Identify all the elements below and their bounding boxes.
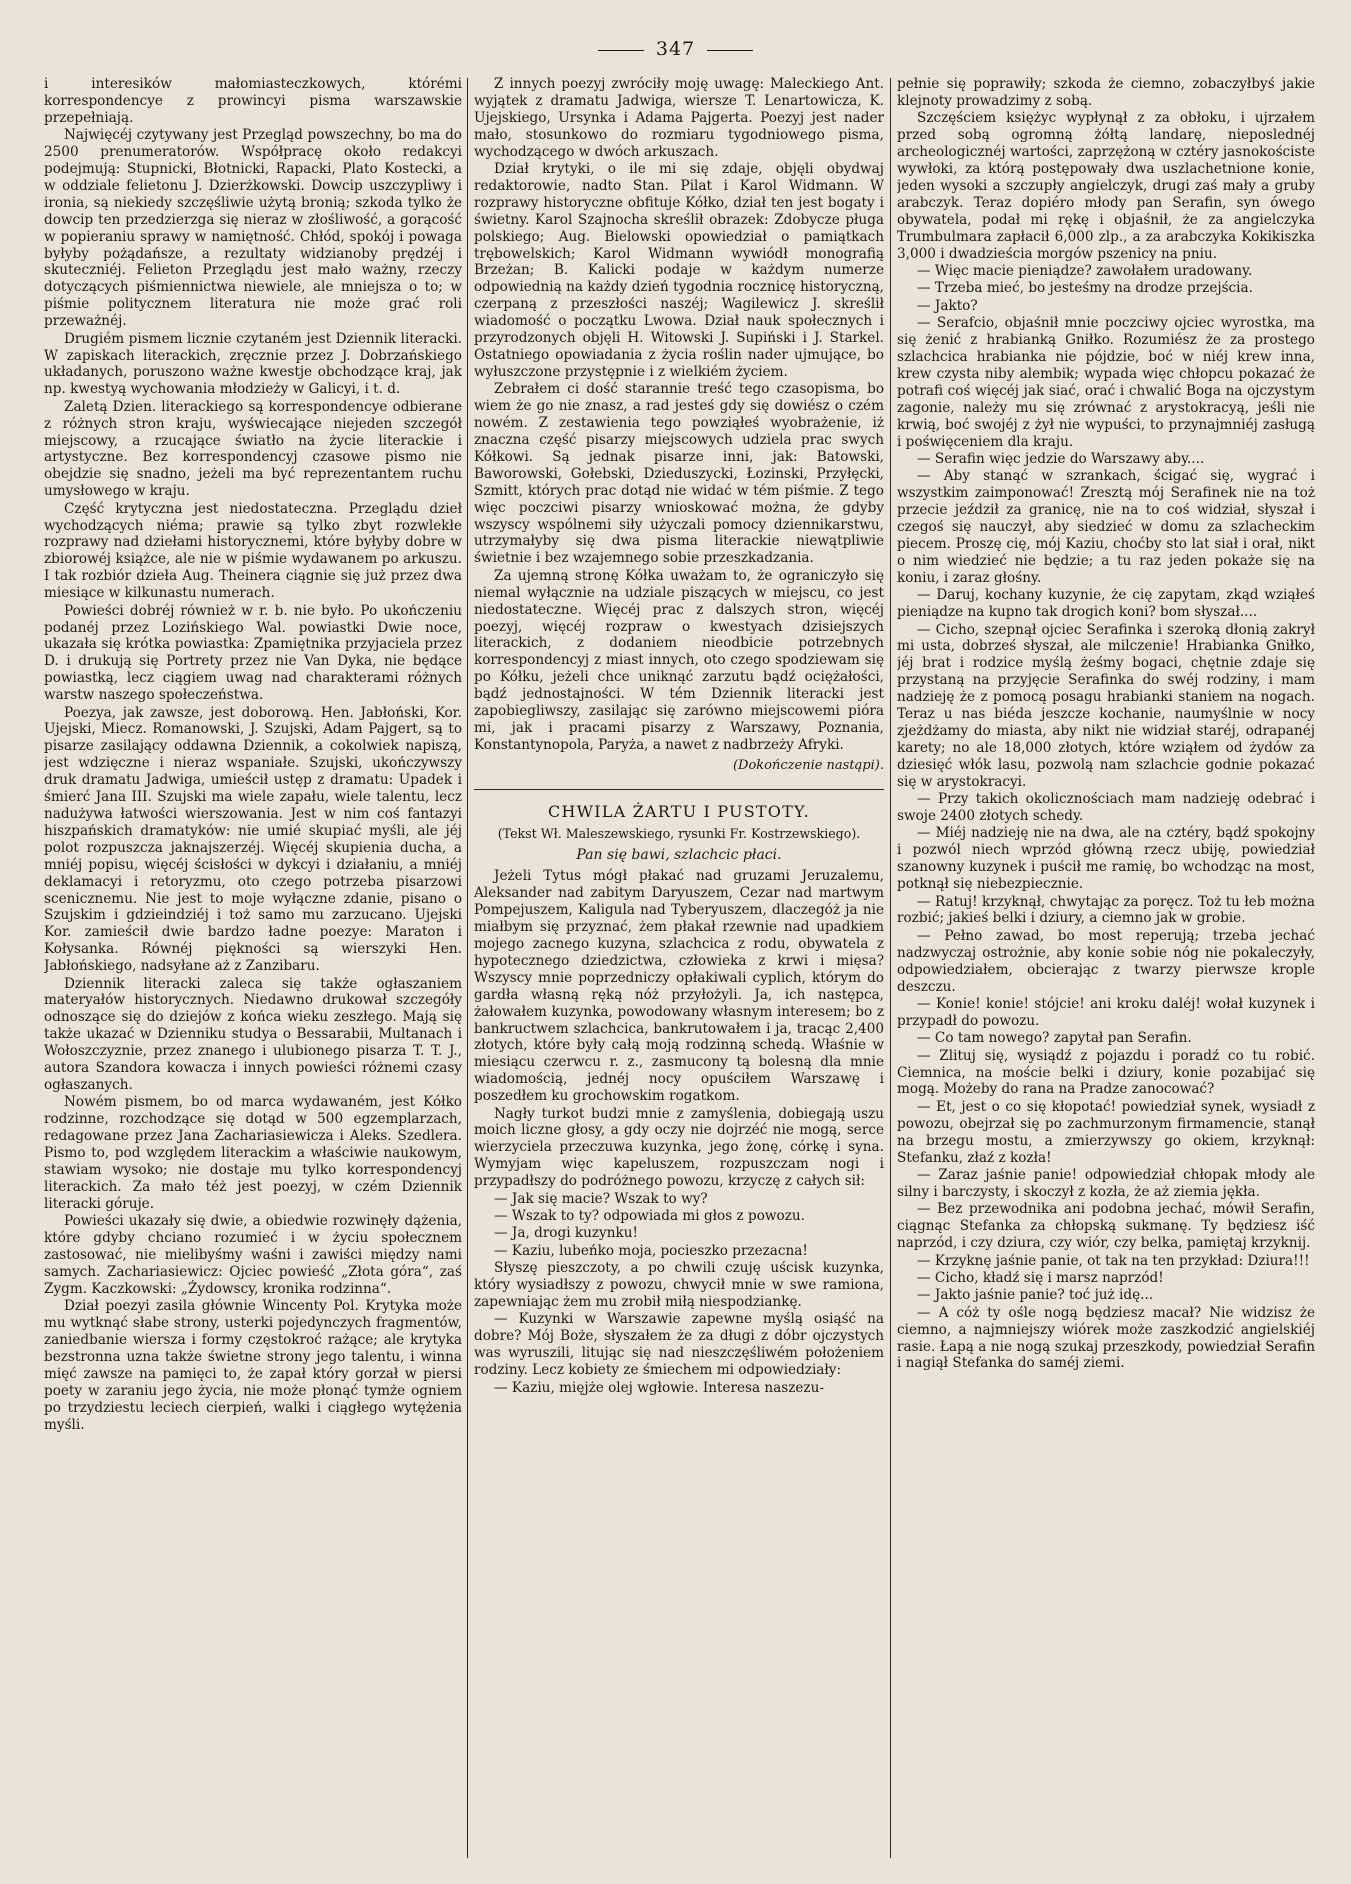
paragraph: Jeżeli Tytus mógł płakać nad gruzami Jeruzalemu, Aleksander nad zabitym Daryuszem, Cezar nad martwym Pompejuszem, Kaligula nad Tyberyuszem, dlaczegóż ja nie miałbym się przyznać, żem płakał rzewnie nad upadkiem mojego zacnego kuzyna, szlachcica z rodu, obywatela z hypotecznego dziedzictwa, człowieka z krwi i mięsa? Wszyscy mnie poprzedniczy opłakiwali cyplich, którym do gardła własną ręką nóż przyłożyli. Ja, ich następca, żałowałem kuzynka, powodowany własnym interesem; bo z bankructwem szlachcica, bankrutowałem i ja, tracąc 2,400 złotych, które były całą moją rodzinną schedą. Właśnie w miesiącu czerwcu r. z., zasmucony tą bolesną dla mnie wiadomością, jednéj nocy opuściłem Warszawę i poszedłem ku grochowskim rogatkom. [474,868,884,1105]
paragraph: — Co tam nowego? zapytał pan Serafin. [917,1030,1192,1047]
paragraph: — Jak się macie? Wszak to wy? [494,1190,708,1207]
paragraph: Nagły turkot budzi mnie z zamyślenia, dobiegają uszu moich liczne głosy, a gdy oczy nie dojrzéć nie mogą, serce wierzyciela przeczuwa kuzynka, jego żonę, córkę i syna. Wymyjam więc kapeluszem, rozpuszczam nogi i przypadłszy do podróżnego powozu, krzyczę z całych sił: [474,1105,884,1190]
paragraph: — Kaziu, lubeńko moja, pocieszko przezacna! [494,1242,808,1259]
paragraph: Dział krytyki, o ile mi się zdaje, objęli obydwaj redaktorowie, nadto Stan. Pilat i Karol Widmann. W rozprawy historyczne obfituje Kółko, dział ten jest bogaty i świetny. Karol Szajnocha skreślił obrazek: Zdobycze pługa polskiego; Aug. Bielowski opowiedział o pamiątkach trębowelskich; Karol Widmann wywiódł monografią Brzeżan; B. Kalicki podaje w każdym numerze odpowiednią na każdy dzień tygodnia rocznicę historyczną, czerpaną z przeszłości naszéj; Wagilewicz J. skreślił wiadomość o początku Lwowa. Dział nauk społecznych i przyrodzonych objęli H. Witowski J. Supiński i J. Starkel. Ostatniego opowiadania z życia roślin nader ujmujące, bo wyłuszczone przystępnie i z wielkiém życiem. [474,161,884,380]
paragraph: Dział poezyi zasila głównie Wincenty Pol. Krytyka może mu wytknąć słabe strony, usterki pojedynczych fragmentów, zaniedbanie wiersza i formy częstokroć rażące; ale krytyka bezstronna uzna także świetne strony jego talentu, i winna mięć zawsze na pamięci to, że zapał który gorzał w piersi poety w zaraniu jego życia, nie może płonąć tymże ogniem po trzydziestu leciech cierpień, walki i ciągłego wytężenia myśli. [44,1298,462,1433]
column-1 [44,76,462,1862]
paragraph: Powieści ukazały się dwie, a obiedwie rozwinęły dążenia, które gdyby chciano rozumieć i w życiu społecznem zastosować, nie mielibyśmy waśni i zawiści między nami samych. Zachariasiewicz: Ojciec powieść „Złota góra“, zaś Zygm. Kaczkowski: „Żydowscy, kronika rodzinna“. [44,1213,462,1297]
paragraph: Poezya, jak zawsze, jest doborową. Hen. Jabłoński, Kor. Ujejski, Miecz. Romanowski, J. Szujski, Adam Pajgert, są to pisarze zasilający oddawna Dziennik, a cokolwiek napiszą, jest wdzięczne i nieraz wspaniałe. Szujski, ukończywszy druk dramatu Jadwiga, umieścił ustęp z dramatu: Upadek i śmierć Jana III. Szujski ma wiele zapału, wiele talentu, lecz nadużywa łatwości wierszowania. Jest w nim coś fantazyi hiszpańskich dramatyków: nie umié skupiać myśli, ale jéj polot rozpuszcza jaknajszerzéj. Więcéj skupienia ducha, a mniéj popisu, więcéj ścisłości w dykcyi i działaniu, a mniéj deklamacyi i retoryzmu, oto czego potrzeba pisarzowi scenicznemu. Nie jest to moje wyłączne zdanie, pisano o Szujskim i gdzieindziéj i toż samo mu zarzucano. Ujejski Kor. zamieścił dwie bardzo ładne poezye: Maraton i Kołysanka. Równéj piękności są wierszyki Hen. Jabłońskiego, nadsyłane aż z Zanzibaru. [44,704,462,975]
column-3 [897,76,1315,1862]
paragraph: — Przy takich okolicznościach mam nadzieję odebrać i swoje 2400 złotych schedy. [897,791,1315,824]
paragraph: Część krytyczna jest niedostateczna. Przeglądu dzieł wychodzących niéma; prawie są tylko zbyt rozwlekłe rozprawy nad dziełami historycznemi, które byłyby dobre w zbiorowéj książce, ale nie w piśmie wydawanem po arkuszu. I tak rozbiór dzieła Aug. Theinera ciągnie się już przez dwa miesiące w kilkunastu numerach. [44,500,462,602]
paragraph: Zaletą Dzien. literackiego są korrespondencye odbierane z różnych stron kraju, wyświecające niejeden szczegół miejscowy, a rzucające światło na życie literackie i artystyczne. Bez korrespondencyj czasowe pismo nie obejdzie się snadno, jeżeli ma być reprezentantem ruchu umysłowego w kraju. [44,398,462,500]
paragraph: Nowém pismem, bo od marca wydawaném, jest Kółko rodzinne, rozchodzące się dotąd w 500 egzemplarzach, redagowane przez Jana Zachariasiewicza i Aleks. Szedlera. Pismo to, pod względem literackim a właściwie naukowym, stawiam wysoko; nie dostaje mu tylko korrespondencyj literackich. Za mało téż jest poezyj, w czém Dziennik literacki góruje. [44,1094,462,1212]
paragraph: — Kuzynki w Warszawie zapewne myślą osiąść na dobre? Mój Boże, słyszałem że za długi z dóbr ojczystych was wyruszili, litując się nad nieszczęśliwém położeniem rodziny. Lecz kobiety ze śmiechem mi odpowiedziały: [474,1311,884,1379]
paragraph: — Jakto? [917,297,978,314]
column-2 [474,76,884,1862]
paragraph: — Więc macie pieniądze? zawołałem uradowany. [917,262,1253,279]
paragraph: — Pełno zawad, bo most reperują; trzeba jechać nadzwyczaj ostrożnie, aby konie sobie nóg nie pokaleczyły, odpowiedziałem, obcierając z twarzy pierwsze krople deszczu. [897,927,1315,995]
paragraph: — Miéj nadzieję nie na dwa, ale na cztéry, bądź spokojny i pozwól niech wprzód główną rzecz ubiję, powiedział szanowny kuzynek i puścił me ramię, bo wchodząc na most, potknął się niebezpiecznie. [897,825,1315,893]
paragraph: — Ratuj! krzyknął, chwytając za poręcz. Toż tu łeb można rozbić; jakieś belki i dziury, a ciemno jak w grobie. [897,893,1315,927]
paragraph: — Cicho, kładź się i marsz naprzód! [917,1269,1164,1286]
paragraph: — Bez przewodnika ani podobna jechać, mówił Serafin, ciągnąc Stefanka za chłopską sukmanę. Ty będziesz iść naprzód, i czy dziura, czy wiór, czy belka, pamiętaj krzyknij. [897,1201,1315,1252]
column-rule-2 [890,78,891,1858]
column-rule-1 [467,78,468,1858]
paragraph: — Trzeba mieć, bo jesteśmy na drodze przejścia. [917,280,1253,297]
paragraph: Słyszę pieszczoty, a po chwili czuję uścisk kuzynka, który wysiadłszy z powozu, chwycił mnie w swe ramiona, zapewniając żem mu zrobił miłą niespodziankę. [474,1260,884,1311]
paragraph: Z innych poezyj zwróciły moję uwagę: Maleckiego Ant. wyjątek z dramatu Jadwiga, wiersze T. Lenartowicza, K. Ujejskiego, Ursynka i Adama Pajgerta. Poezyj jest nader mało, stosunkowo do rozmiaru tygodniowego pisma, wychodzącego w dwóch arkuszach. [474,76,884,160]
humor-credits: (Tekst Wł. Maleszewskiego, rysunki Fr. Kostrzewskiego). [497,825,861,841]
paragraph: Dziennik literacki zaleca się także ogłaszaniem materyałów historycznych. Niedawno drukował szczegóły odnoszące się do dziejów z końca wieku zeszłego. Mają się także ukazać w Dzienniku studya o Bessarabii, Multanach i Wołoszczyznie, przez znanego i ulubionego pisarza T. T. J., autora Szandora kowacza i innych powieści różnemi czasy ogłaszanych. [44,975,462,1093]
paragraph: Powieści dobréj również w r. b. nie było. Po ukończeniu podanéj przez Lozińskiego Wal. powiastki Dwie noce, ukazała się krótka powiastka: Zpamiętnika przyjaciela przez D. i drukują się Portrety przez nie Van Dyka, nie będące powiastką, lecz ciągiem uwag nad charakterami różnych warstw naszego społeczeństwa. [44,602,462,704]
paragraph: — Krzyknę jaśnie panie, ot tak na ten przykład: Dziura!!! [917,1252,1310,1269]
paragraph: — Jakto jaśnie panie? toć już idę... [917,1287,1154,1304]
paragraph: — Daruj, kochany kuzynie, że cię zapytam, zkąd wziąłeś pieniądze na kupno tak drogich koni? bom słyszał.... [897,587,1315,621]
paragraph: — Serafcio, objaśnił mnie poczciwy ojciec wyrostka, ma się żenić z hrabianką Gniłko. Rozumiész że za prostego szlachcica hrabianka nie pójdzie, boć w niéj krew inna, krew czysta niby alembik; wypada więc chłopcu pokazać że potrafi coś więcéj jak siać, orać i chwalić Boga na ojczystym zagonie, należy mu się zrównać z arystokracyą, jeśli nie krwią, boć swojéj z żył nie wypuści, to przynajmniéj zasługą i poświęceniem dla kraju. [897,315,1315,450]
paragraph: — Aby stanąć w szrankach, ścigać się, wygrać i wszystkim zaimponować! Zresztą mój Serafinek nie na toż przecie jeździł za granicę, nie na to coś widział, słyszał i czegoś się nauczył, aby siedzieć w domu za szlacheckim piecem. Proszę cię, mój Kaziu, choćby sto lat siał i orał, nikt o nim wiedzieć nie będzie; a tu raz jeden pokaże się na koniu, i zaraz głośny. [897,468,1315,586]
paragraph: — Ja, drogi kuzynku! [494,1225,638,1242]
page-number: 347 [0,38,1351,60]
paragraph: Za ujemną stronę Kółka uważam to, że ograniczyło się niemal wyłącznie na udziale piszących w miejscu, co jest niedostateczne. Więcéj prac z dalszych stron, więcéj poezyj, więcéj rozpraw o kwestyach dzisiejszych literackich, z dodaniem nieodbicie potrzebnych korrespondencyj z miast innych, oto czego spodziewam się po Kółku, jeżeli chce uniknąć zarzutu bądź ociężałości, bądź jednostajności. W tém Dziennik literacki jest zapobiegliwszy, zasilając się zarówno miejscowemi pióra mi, jak i pracami pisarzy z Warszawy, Poznania, Konstantynopola, Paryża, a nawet z nadbrzeży Afryki. [474,567,884,753]
paragraph: — Cicho, szepnął ojciec Serafinka i szeroką dłonią zakrył mi usta, dobrześ słyszał, ale milczenie! Hrabianka Gniłko, jéj brat i rodzice myślą żeśmy bogaci, chętnie zdaje się przystaną na przyjęcie Serafinka do swéj rodziny, i mam nadzieję że z pomocą posagu hrabianki staniem na nogach. Teraz u nas biéda jeszcze kochanie, naumyślnie w nocy zjeżdżamy do miasta, aby nikt nie widział staréj, odrapanéj karety; no ale 18,000 złotych, które wziąłem od żydów za dziesięć włók lasu, pozwolą nam szlachcie godnie pokazać się w arystokracyi. [897,621,1315,790]
paragraph: — A cóż ty ośle nogą będziesz macał? Nie widzisz że ciemno, a najmniejszy wiórek może zaszkodzić angielskiéj rasie. Łapą a nie nogą szukaj przeszkody, powiedział Serafin i nagiął Stefanka do saméj ziemi. [897,1304,1315,1372]
paragraph: — Zlituj się, wysiądź z pojazdu i poradź co tu robić. Ciemnica, na moście belki i dziury, konie pozabijać się mogą. Możeby do rana na Pradze zanocować? [897,1047,1315,1098]
paragraph: — Serafin więc jedzie do Warszawy aby.... [917,450,1205,467]
humor-title: CHWILA ŻARTU I PUSTOTY. [548,801,810,821]
section-divider [474,789,884,790]
paragraph: — Et, jest o co się kłopotać! powiedział synek, wysiadł z powozu, obejrzał się po zachmurzonym firmamencie, stanął na brzegu mostu, a zmierzywszy go okiem, krzyknął: Stefanku, złaź z kozła! [897,1098,1315,1166]
humor-section-title: Pan się bawi, szlachcic płaci. [576,847,782,864]
paragraph: — Wszak to ty? odpowiada mi głos z powozu. [494,1208,805,1224]
paragraph: — Kaziu, mięjże olej wgłowie. Interesa naszezu- [494,1379,824,1396]
paragraph: — Konie! konie! stójcie! ani kroku daléj! wołał kuzynek i przypadł do powozu. [897,995,1315,1029]
paragraph: i interesików małomiasteczkowych, którémi korrespondencye z prowincyi pisma warszawskie przepełniają. [44,76,462,126]
paragraph: Szczęściem księżyc wypłynął z za obłoku, i ujrzałem przed sobą ogromną żółtą landarę, nieposlednéj archeologicznéj wartości, zaprzężoną w cztéry jasnokościste wywłoki, za którą postępowały dwa uszlachetnione konie, jeden wysoki a szczupły angielczyk, drugi zaś mały a gruby arabczyk. Teraz dopiéro młody pan Serafin, syn ówego obywatela, podał mi rękę i objaśnił, że za angielczyka Trumbulmara zapłacił 6,000 zlp., a za arabczyka Kokikiszka 3,000 i dwadzieścia morgów pszenicy na pniu. [897,110,1315,262]
paragraph: — Zaraz jaśnie panie! odpowiedział chłopak młody ale silny i barczysty, i skoczył z kozła, że aż ziemia jękła. [897,1167,1315,1200]
paragraph: pełnie się poprawiły; szkoda że ciemno, zobaczyłbyś jakie klejnoty prowadzimy z sobą. [897,76,1315,109]
paragraph: Drugiém pismem licznie czytaném jest Dziennik literacki. W zapiskach literackich, zręcznie przez J. Dobrzańskiego układanych, poruszono ważne kwestje obchodzące kraj, jak np. kwestyą wychowania młodzieży w Galicyi, i t. d. [44,330,462,398]
paragraph: Zebrałem ci dość starannie treść tego czasopisma, bo wiem że go nie znasz, a rad jesteś gdy się dowiész o czém nowém. Z zestawienia tego powziąłeś wyobrażenie, iż znaczna część pisarzy miejscowych udziela prac swych Kółkowi. Są jednak pisarze inni, jak: Batowski, Baworowski, Gołebski, Dzieduszycki, Łozinski, Przyłęcki, Szmitt, których prac dotąd nie widać w tém piśmie. Z tego więc poczciwi pisarzy wnioskować można, że gdyby wszyscy wspólnemi siły użyczali pomocy dziennikarstwu, utrzymałyby się dwa pisma literackie niewątpliwie świetnie i bez wzajemnego sobie przeszkadzania. [474,381,884,567]
paragraph: Najwięcéj czytywany jest Przegląd powszechny, bo ma do 2500 prenumeratorów. Współpracę około redakcyi podejmują: Stupnicki, Błotnicki, Rapacki, Plato Kostecki, a w oddziale felietonu J. Dzierżkowski. Dowcip uszczypliwy i ironia, są niekiedy szczęśliwie użytą bronią; szkoda tylko że dowcip ten przedzierzga się nieraz w złośliwość, a gorącość w popieraniu sprawy w namiętność. Chłód, spokój i powaga byłyby pożądańsze, a rezultaty widzianoby prędzéj i skuteczniéj. Felieton Przeglądu jest mało ważny, rzeczy dotyczących piśmiennictwa niewiele, ale mniejsza o to; w piśmie politycznem literatura nie może grać roli przeważnéj. [44,127,462,330]
continued-note: (Dokończenie nastąpi). [732,757,884,773]
